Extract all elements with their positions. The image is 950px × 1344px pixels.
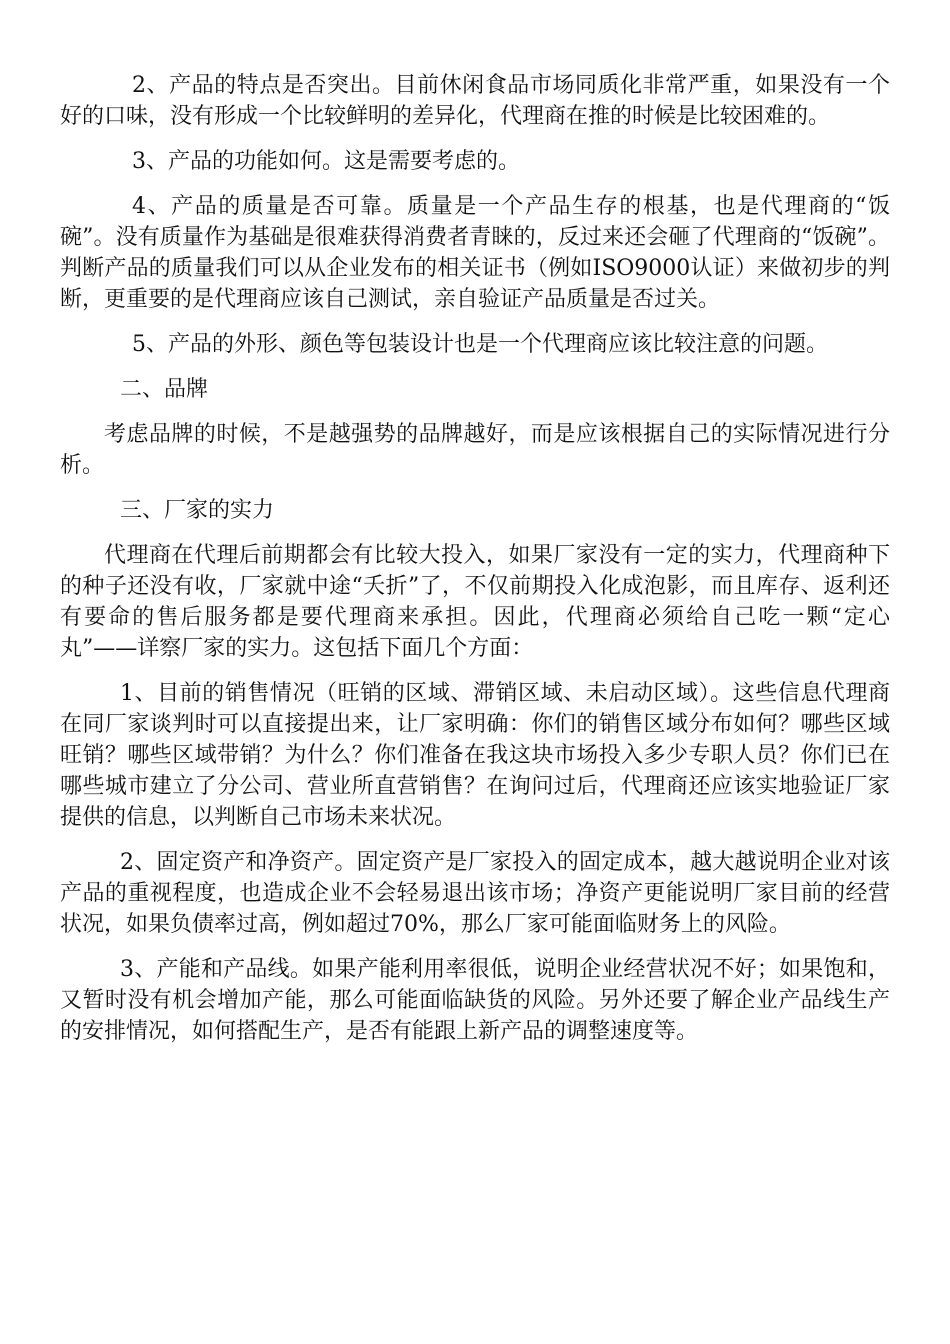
paragraph-product-function: 3、产品的功能如何。这是需要考虑的。 [132,149,520,174]
section-heading-brand: 二、品牌 [120,377,209,402]
paragraph-sales-situation: 1、目前的销售情况（旺销的区域、滞销区域、未启动区域）。这些信息代理商在同厂家谈判时可以直接提出来，让厂家明确：你们的销售区域分布如何？哪些区域旺销？哪些区域带销？为什么？你们准备在我这块市场投入多少专职人员？你们已在哪些城市建立了分公司、营业所直营销售？在询问过后，代理商还应该实地验证厂家提供的信息，以判断自己市场未来状况。 [60,681,890,830]
paragraph-manufacturer-strength: 代理商在代理后前期都会有比较大投入，如果厂家没有一定的实力，代理商种下的种子还没有收，厂家就中途“夭折”了，不仅前期投入化成泡影，而且库存、返利还有要命的售后服务都是要代理商来承担。因此，代理商必须给自己吃一颗“定心丸”——详察厂家的实力。这包括下面几个方面： [60,543,890,661]
paragraph-product-features: 2、产品的特点是否突出。目前休闲食品市场同质化非常严重，如果没有一个好的口味，没有形成一个比较鲜明的差异化，代理商在推的时候是比较困难的。 [60,73,890,129]
paragraph-product-quality: 4、产品的质量是否可靠。质量是一个产品生存的根基，也是代理商的“饭碗”。没有质量作为基础是很难获得消费者青睐的，反过来还会砸了代理商的“饭碗”。判断产品的质量我们可以从企业发布的相关证书（例如ISO9000认证）来做初步的判断，更重要的是代理商应该自己测试，亲自验证产品质量是否过关。 [60,194,890,312]
paragraph-product-packaging: 5、产品的外形、颜色等包装设计也是一个代理商应该比较注意的问题。 [132,332,828,357]
paragraph-capacity-product-line: 3、产能和产品线。如果产能利用率很低，说明企业经营状况不好；如果饱和，又暂时没有机会增加产能，那么可能面临缺货的风险。另外还要了解企业产品线生产的安排情况，如何搭配生产，是否有能跟上新产品的调整速度等。 [60,957,890,1044]
paragraph-brand: 考虑品牌的时候，不是越强势的品牌越好，而是应该根据自己的实际情况进行分析。 [60,422,890,478]
section-heading-manufacturer-strength: 三、厂家的实力 [120,498,275,523]
paragraph-assets: 2、固定资产和净资产。固定资产是厂家投入的固定成本，越大越说明企业对该产品的重视程度，也造成企业不会轻易退出该市场；净资产更能说明厂家目前的经营状况，如果负债率过高，例如超过70%，那么厂家可能面临财务上的风险。 [60,850,890,937]
